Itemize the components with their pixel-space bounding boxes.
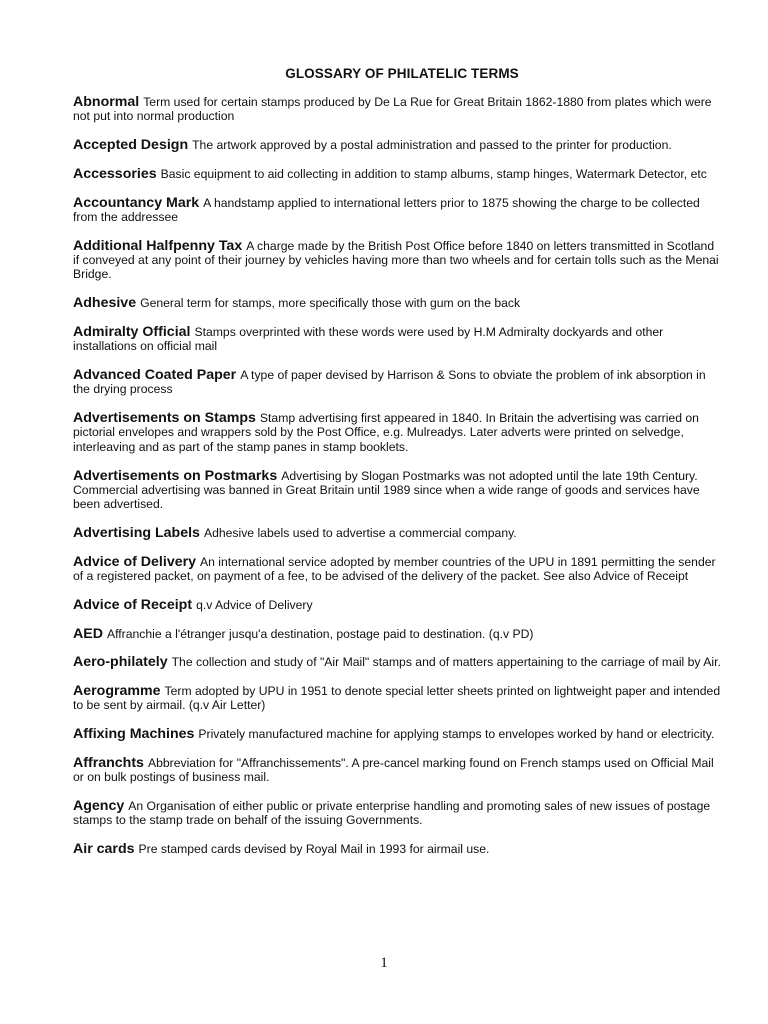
glossary-entry bbox=[73, 756, 723, 785]
glossary-entry bbox=[73, 239, 723, 282]
glossary-definition: Stamp advertising first appeared in 1840. In Britain the advertising was carried on pictorial envelopes and wrappers sold by the Post Office, e.g. Mulreadys. Later adverts were printed on selvedge, interleaving and as part of the stamp panes in stamp booklets. bbox=[73, 411, 699, 454]
glossary-list bbox=[73, 95, 723, 856]
glossary-definition: Pre stamped cards devised by Royal Mail in 1993 for airmail use. bbox=[138, 842, 490, 857]
glossary-entry bbox=[73, 196, 723, 225]
glossary-term: Additional Halfpenny Tax bbox=[73, 237, 243, 254]
glossary-term: Aero-philately bbox=[73, 654, 168, 671]
glossary-entry bbox=[73, 167, 723, 181]
glossary-entry bbox=[73, 598, 723, 612]
glossary-term: Accessories bbox=[73, 165, 157, 182]
glossary-entry bbox=[73, 138, 723, 152]
glossary-definition: The artwork approved by a postal administration and passed to the printer for production. bbox=[192, 138, 672, 153]
glossary-definition: General term for stamps, more specifically those with gum on the back bbox=[140, 296, 521, 311]
glossary-term: Advice of Delivery bbox=[73, 553, 197, 570]
glossary-term: Affixing Machines bbox=[73, 726, 195, 743]
glossary-entry bbox=[73, 627, 723, 641]
glossary-definition: Affranchie a l'étranger jusqu'a destination, postage paid to destination. (q.v PD) bbox=[106, 626, 534, 641]
glossary-term: Advice of Receipt bbox=[73, 596, 193, 613]
glossary-term: Agency bbox=[73, 797, 125, 814]
glossary-entry bbox=[73, 684, 723, 713]
glossary-term: Accountancy Mark bbox=[73, 194, 200, 211]
glossary-definition: Term used for certain stamps produced by De La Rue for Great Britain 1862-1880 from plates which were not put into normal production bbox=[73, 95, 712, 124]
glossary-entry bbox=[73, 555, 723, 584]
glossary-definition: Adhesive labels used to advertise a commercial company. bbox=[203, 526, 517, 541]
glossary-definition: A charge made by the British Post Office before 1840 on letters transmitted in Scotland if conveyed at any point of their journey by vehicles having more than two wheels and for certain tolls such as the Menai Bridge. bbox=[73, 238, 719, 282]
glossary-entry bbox=[73, 411, 723, 454]
document-page bbox=[73, 66, 723, 871]
glossary-term: AED bbox=[73, 625, 103, 642]
glossary-term: Advanced Coated Paper bbox=[73, 366, 237, 383]
glossary-term: Air cards bbox=[73, 841, 135, 858]
glossary-entry bbox=[73, 95, 723, 124]
glossary-entry bbox=[73, 325, 723, 354]
glossary-entry bbox=[73, 526, 723, 540]
glossary-entry bbox=[73, 368, 723, 397]
glossary-term: Affranchts bbox=[73, 754, 144, 771]
glossary-entry bbox=[73, 655, 723, 669]
glossary-term: Aerogramme bbox=[73, 683, 161, 700]
glossary-entry bbox=[73, 842, 723, 856]
glossary-definition: A type of paper devised by Harrison & Sons to obviate the problem of ink absorption in the drying process bbox=[73, 367, 706, 397]
glossary-entry bbox=[73, 727, 723, 741]
glossary-definition: Privately manufactured machine for applying stamps to envelopes worked by hand or electricity. bbox=[198, 727, 715, 742]
glossary-entry bbox=[73, 799, 723, 828]
glossary-definition: An Organisation of either public or private enterprise handling and promoting sales of new issues of postage stamps to the stamp trade on behalf of the issuing Governments. bbox=[73, 798, 711, 828]
glossary-entry bbox=[73, 296, 723, 310]
glossary-term: Adhesive bbox=[73, 295, 137, 312]
glossary-definition: q.v Advice of Delivery bbox=[196, 597, 313, 612]
glossary-definition: Advertising by Slogan Postmarks was not adopted until the late 19th Century. Commercial advertising was banned in Great Britain until 1989 since when a wide range of goods and services have been advertised. bbox=[73, 468, 700, 512]
glossary-term: Advertisements on Stamps bbox=[73, 410, 256, 427]
glossary-definition: The collection and study of "Air Mail" stamps and of matters appertaining to the carriage of mail by Air. bbox=[171, 655, 721, 670]
glossary-definition: A handstamp applied to international letters prior to 1875 showing the charge to be collected from the addressee bbox=[73, 195, 700, 224]
glossary-entry bbox=[73, 469, 723, 512]
glossary-definition: Term adopted by UPU in 1951 to denote special letter sheets printed on lightweight paper and intended to be sent by airmail. (q.v Air Letter) bbox=[73, 684, 721, 713]
glossary-definition: Stamps overprinted with these words were used by H.M Admiralty dockyards and other installations on official mail bbox=[73, 324, 664, 354]
page-title: GLOSSARY OF PHILATELIC TERMS bbox=[285, 66, 519, 81]
glossary-definition: An international service adopted by member countries of the UPU in 1891 permitting the sender of a registered packet, on payment of a fee, to be advised of the delivery of the packet. See also Advice of Receipt bbox=[73, 554, 716, 584]
glossary-definition: Basic equipment to aid collecting in addition to stamp albums, stamp hinges, Watermark Detector, etc bbox=[160, 166, 707, 181]
glossary-term: Accepted Design bbox=[73, 137, 189, 154]
glossary-term: Abnormal bbox=[73, 94, 140, 110]
page-number: 1 bbox=[380, 955, 388, 971]
glossary-term: Advertisements on Postmarks bbox=[73, 467, 278, 484]
glossary-term: Admiralty Official bbox=[73, 323, 191, 340]
glossary-definition: Abbreviation for "Affranchissements". A pre-cancel marking found on French stamps used on Official Mail or on bulk postings of business mail. bbox=[73, 755, 714, 785]
glossary-term: Advertising Labels bbox=[73, 525, 200, 542]
